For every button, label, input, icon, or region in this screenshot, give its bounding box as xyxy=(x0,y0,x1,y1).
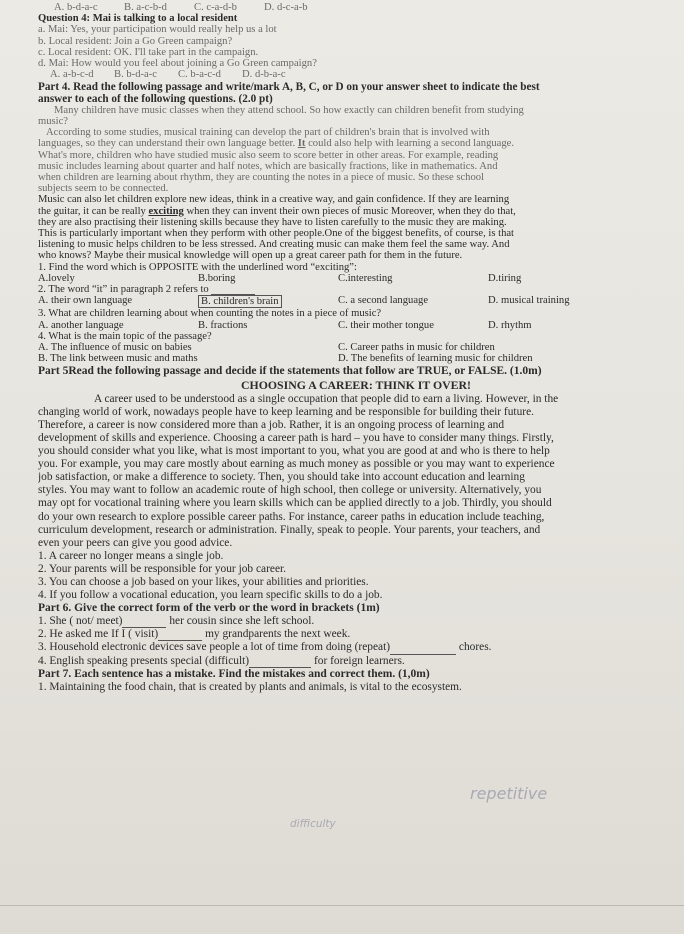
answer-blank[interactable] xyxy=(390,645,456,655)
option[interactable]: C. a second language xyxy=(338,295,429,307)
underlined-word-exciting: exciting xyxy=(148,205,184,217)
option[interactable]: B. fractions xyxy=(198,319,248,331)
passage-line xyxy=(38,206,674,217)
option[interactable]: D. d-c-a-b xyxy=(264,2,308,13)
statement: 4. If you follow a vocational education, you learn specific skills to do a job. xyxy=(38,589,383,602)
intro-text: Many children have music classes when they attend school. So how exactly can children benefit from studying xyxy=(54,104,524,116)
q3-options xyxy=(38,320,674,331)
passage-line: do your own research to explore possible career paths. For instance, career paths in education include teaching, xyxy=(38,510,545,523)
passage-text: the guitar, it can be really xyxy=(38,205,146,217)
option[interactable]: A. another language xyxy=(38,319,124,331)
passage-line: subjects seem to be connected. xyxy=(38,183,169,195)
answer-blank[interactable] xyxy=(211,285,255,295)
question-text: 2. The word “it” in paragraph 2 refers to xyxy=(38,284,209,296)
statement: 2. Your parents will be responsible for your job career. xyxy=(38,562,287,575)
intro-text: music? xyxy=(38,116,69,128)
option[interactable]: B.boring xyxy=(198,272,236,284)
passage-line: listening to music helps children to be less stressed. And creating music can make them feel the same way. And xyxy=(38,239,510,251)
option[interactable]: C.interesting xyxy=(338,272,393,284)
answer-blank[interactable] xyxy=(158,631,202,641)
option[interactable]: D. musical training xyxy=(488,295,570,307)
item-text: 3. Household electronic devices save people a lot of time from doing (repeat) xyxy=(38,641,391,654)
q1-options xyxy=(38,273,674,284)
option[interactable]: C. b-a-c-d xyxy=(178,69,221,81)
handwritten-answer: repetitive xyxy=(470,784,548,803)
question-1: 1. Find the word which is OPPOSITE with the underlined word “exciting”: xyxy=(38,261,357,273)
passage-line: even your peers can give you good advice. xyxy=(38,536,233,549)
underlined-word-it: It xyxy=(297,138,306,150)
option[interactable]: D. rhythm xyxy=(488,319,532,331)
passage-line: styles. You may want to follow an academic route of high school, then college or university. Alternatively, you xyxy=(38,484,542,497)
q4-options xyxy=(38,353,674,364)
option[interactable]: A. b-d-a-c xyxy=(54,2,98,13)
part4-heading-cont: answer to each of the following questions. (2.0 pt) xyxy=(38,93,273,105)
passage-line: you should consider what you like, what is most important to you, what you are good at and who is there to help xyxy=(38,445,550,458)
part4-heading: Part 4. Read the following passage and write/mark A, B, C, or D on your answer sheet to indicate the best xyxy=(38,82,540,94)
part6-heading: Part 6. Give the correct form of the verb or the word in brackets (1m) xyxy=(38,602,380,615)
passage-line: who knows? Maybe their musical knowledge will open up a great career path for them in the future. xyxy=(38,250,463,262)
option[interactable]: A. a-b-c-d xyxy=(50,69,94,81)
item-text: her cousin since she left school. xyxy=(169,615,315,628)
passage-line: curriculum development, research or administration. Finally, speak to people. Your parents, your teachers, and xyxy=(38,523,541,536)
passage-title: CHOOSING A CAREER: THINK IT OVER! xyxy=(241,377,471,392)
item-text: 2. He asked me If I ( visit) xyxy=(38,628,159,641)
passage-line: development of skills and experience. Choosing a career path is hard – you have to consider many things. Firstly, xyxy=(38,431,554,444)
item-text: 1. She ( not/ meet) xyxy=(38,615,123,628)
passage-line: A career used to be understood as a single occupation that people did to earn a living. However, in the xyxy=(94,392,559,405)
question-title: Question 4: Mai is talking to a local resident xyxy=(38,13,238,25)
passage-line: Therefore, a career is now considered more than a job. Rather, it is an ongoing process of learning and xyxy=(38,418,505,431)
option[interactable] xyxy=(198,295,338,308)
statement: 3. You can choose a job based on your likes, your abilities and priorities. xyxy=(38,576,369,588)
circled-option: B. children's brain xyxy=(198,295,282,308)
dialogue-line: d. Mai: How would you feel about joining a Go Green campaign? xyxy=(38,58,317,70)
handwritten-answer: difficulty xyxy=(290,818,336,830)
passage-line: they are also practising their listening skills because they have to listen carefully to the music they are making. xyxy=(38,216,507,228)
option[interactable]: A. The influence of music on babies xyxy=(38,342,192,354)
dialogue-line: b. Local resident: Join a Go Green campaign? xyxy=(38,35,233,47)
passage-line: This is particularly important when they perform with other people.One of the biggest benefits, of course, is that xyxy=(38,228,515,240)
passage-text: languages, so they can understand their own language better. xyxy=(38,138,296,150)
passage-line: Music can also let children explore new ideas, think in a creative way, and gain confidence. If they are learning xyxy=(38,194,510,206)
passage-line: you. For example, you may care mostly about earning as much money as possible or you may want to experience xyxy=(38,458,555,471)
question-2 xyxy=(38,284,674,295)
option[interactable]: D.tiring xyxy=(488,272,522,284)
passage-text: could also help with learning a second language. xyxy=(308,138,515,150)
answer-blank[interactable] xyxy=(249,658,311,668)
question-3: 3. What are children learning about when counting the notes in a piece of music? xyxy=(38,308,382,320)
passage-line: may opt for vocational training where you learn skills which can be applied directly to a job. Thirdly, you should xyxy=(38,497,552,510)
option[interactable]: D. The benefits of learning music for children xyxy=(338,353,533,365)
exercise-item: 1. Maintaining the food chain, that is created by plants and animals, is vital to the ecosystem. xyxy=(38,680,462,693)
option[interactable]: B. a-c-b-d xyxy=(124,2,167,13)
item-text: for foreign learners. xyxy=(313,654,405,667)
item-text: chores. xyxy=(458,641,492,654)
page-divider xyxy=(0,905,684,906)
option[interactable]: D. d-b-a-c xyxy=(242,69,286,81)
part5-heading: Part 5Read the following passage and decide if the statements that follow are TRUE, or FALSE. (1.0m) xyxy=(38,364,542,377)
passage-line: when children are learning about rhythm, they are counting the notes in a piece of music. So these school xyxy=(38,172,484,184)
option[interactable]: C. their mother tongue xyxy=(338,319,434,331)
exercise-item xyxy=(38,641,674,654)
option[interactable]: A.lovely xyxy=(38,272,75,284)
item-text: my grandparents the next week. xyxy=(205,628,351,641)
answer-blank[interactable] xyxy=(122,618,166,628)
passage-line: music includes learning about quarter and half notes, which are basically fractions, like in mathematics. And xyxy=(38,160,498,172)
passage-line: job satisfaction, or make a difference to society. Then, you should take into account education and learning xyxy=(38,471,525,484)
question-4: 4. What is the main topic of the passage? xyxy=(38,330,212,342)
q4-options xyxy=(38,342,674,353)
statement: 1. A career no longer means a single job. xyxy=(38,549,224,562)
exercise-item xyxy=(38,615,674,628)
option[interactable]: C. c-a-d-b xyxy=(194,2,237,13)
part7-heading: Part 7. Each sentence has a mistake. Find the mistakes and correct them. (1,0m) xyxy=(38,667,430,680)
option[interactable]: B. b-d-a-c xyxy=(114,69,157,81)
passage-text: when they can invent their own pieces of music Moreover, when they do that, xyxy=(186,205,516,217)
dialogue-line: a. Mai: Yes, your participation would really help us a lot xyxy=(38,24,277,36)
passage-line: changing world of work, nowadays people have to keep learning and be responsible for building their future. xyxy=(38,405,534,418)
dialogue-line: c. Local resident: OK. I'll take part in the campaign. xyxy=(38,46,259,58)
q3-options-row xyxy=(38,2,674,13)
item-text: 4. English speaking presents special (difficult) xyxy=(38,654,250,667)
exercise-item xyxy=(38,655,674,668)
option[interactable]: A. their own language xyxy=(38,295,133,307)
passage-line xyxy=(38,138,674,149)
option[interactable]: C. Career paths in music for children xyxy=(338,342,495,354)
q2-options xyxy=(38,295,674,308)
option[interactable]: B. The link between music and maths xyxy=(38,353,198,365)
q4-options-row xyxy=(38,69,674,80)
passage-line: According to some studies, musical training can develop the part of children's brain that is involved with xyxy=(46,127,490,139)
exercise-item xyxy=(38,628,674,641)
passage-line: What's more, children who have studied music also seem to score better in other areas. For example, reading xyxy=(38,149,499,161)
